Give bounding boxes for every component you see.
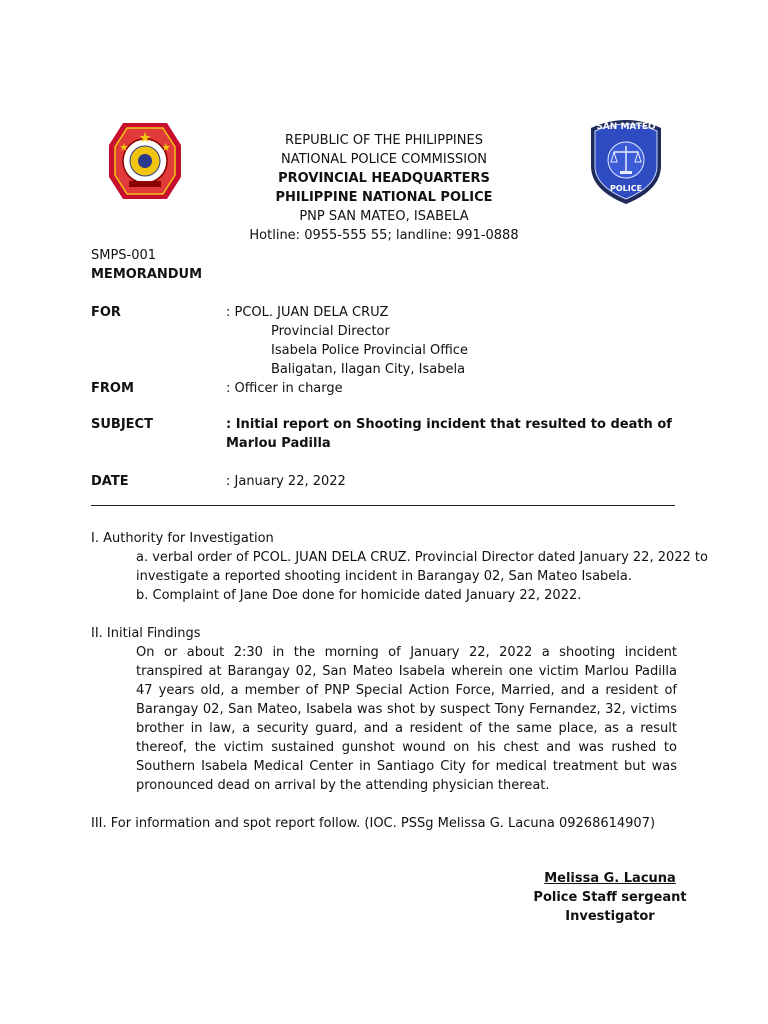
findings-body: On or about 2:30 in the morning of January 22, 2022 a shooting incident transpired at Barangay 02, San Mateo Isabela wherein one victim Marlou Padilla 47 years old, a member of PNP Special Action Force, Married, and a resident of Barangay 02, San Mateo, Isabela was shot by suspect Tony Fernandez, 32, victims brother in law, a security guard, and a resident of the same place, as a result thereof, the victim sustained gunshot wound on his chest and was rushed to Southern Isabela Medical Center in Santiago City for medical treatment but was pronounced dead on arrival by the attending physician thereat. <box>136 645 677 793</box>
header-republic: REPUBLIC OF THE PHILIPPINES <box>285 133 483 148</box>
signatory-name: Melissa G. Lacuna <box>544 871 676 886</box>
subject-label: SUBJECT <box>91 417 153 432</box>
authority-item-b: b. Complaint of Jane Doe done for homicide dated January 22, 2022. <box>136 588 582 603</box>
header-pnp: PHILIPPINE NATIONAL POLICE <box>275 190 493 205</box>
subject-value: : Initial report on Shooting incident that resulted to death of <box>226 417 672 432</box>
signature-block <box>520 869 700 926</box>
date-label: DATE <box>91 474 129 489</box>
date-value: : January 22, 2022 <box>226 474 346 489</box>
header-commission: NATIONAL POLICE COMMISSION <box>280 152 488 167</box>
badge-bottom-text: POLICE <box>609 184 643 193</box>
authority-title: I. Authority for Investigation <box>91 531 274 546</box>
memo-ref: SMPS-001 <box>91 248 157 263</box>
from-value: : Officer in charge <box>226 381 343 396</box>
for-line: Isabela Police Provincial Office <box>271 343 468 358</box>
for-line: Baligatan, Ilagan City, Isabela <box>271 362 466 377</box>
findings-title: II. Initial Findings <box>91 626 201 641</box>
badge-top-text: SAN MATEO <box>596 122 656 132</box>
header-provincial-hq: PROVINCIAL HEADQUARTERS <box>278 171 490 186</box>
signatory-rank: Police Staff sergeant <box>533 890 687 905</box>
authority-item-a: a. verbal order of PCOL. JUAN DELA CRUZ. Provincial Director dated January 22, 2022 to <box>136 550 708 565</box>
subject-value-continued: Marlou Padilla <box>226 436 331 451</box>
letterhead <box>0 131 768 245</box>
memo-type: MEMORANDUM <box>91 267 203 282</box>
info-line: III. For information and spot report follow. (IOC. PSSg Melissa G. Lacuna 09268614907) <box>91 816 656 831</box>
divider-line <box>91 505 675 506</box>
authority-item-a-continued: investigate a reported shooting incident in Barangay 02, San Mateo Isabela. <box>136 569 632 584</box>
from-label: FROM <box>91 381 134 396</box>
for-label: FOR <box>91 305 121 320</box>
signatory-role: Investigator <box>565 909 655 924</box>
for-value: : PCOL. JUAN DELA CRUZ <box>226 305 389 320</box>
header-location: PNP SAN MATEO, ISABELA <box>299 209 469 224</box>
header-hotline: Hotline: 0955-555 55; landline: 991-0888 <box>249 228 519 243</box>
for-line: Provincial Director <box>271 324 390 339</box>
